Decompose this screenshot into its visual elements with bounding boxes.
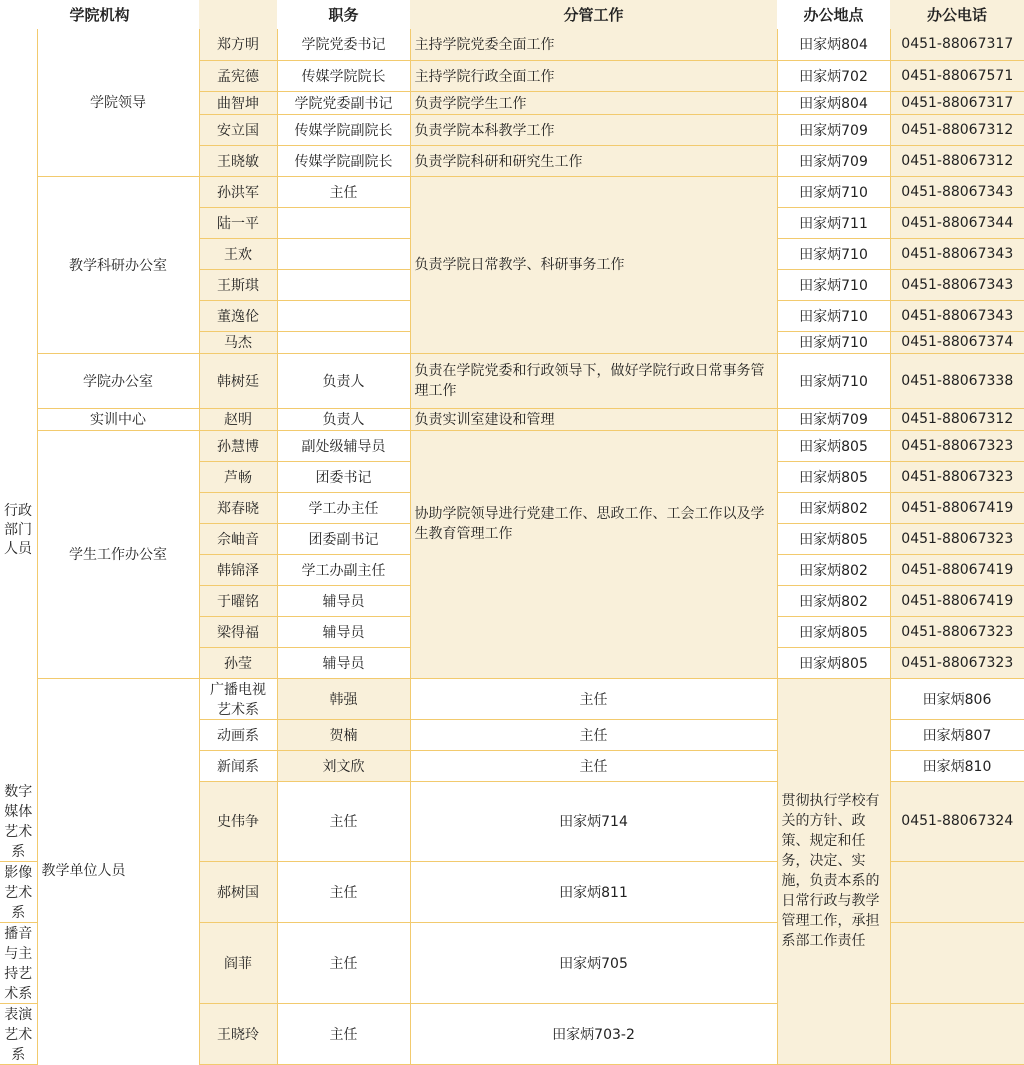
person-location: 田家炳811 [410, 862, 777, 923]
person-name: 王晓玲 [199, 1004, 277, 1065]
org-training: 实训中心 [37, 408, 199, 430]
person-name: 王欢 [199, 238, 277, 269]
person-name: 董逸伦 [199, 300, 277, 331]
person-duty: 负责学院学生工作 [410, 91, 777, 114]
person-name: 郑方明 [199, 29, 277, 60]
person-name: 贺楠 [277, 719, 410, 750]
person-location: 田家炳802 [777, 492, 890, 523]
person-name: 孙莹 [199, 647, 277, 678]
person-position: 主任 [277, 1004, 410, 1065]
person-phone: 0451-88067323 [890, 616, 1024, 647]
person-location: 田家炳710 [777, 176, 890, 207]
table-row [0, 353, 1024, 408]
org-dept-film: 影像艺术系 [0, 862, 37, 923]
person-position [277, 331, 410, 353]
header-name-spacer [199, 0, 277, 29]
person-position: 学工办主任 [277, 492, 410, 523]
person-position: 主任 [277, 781, 410, 862]
person-location: 田家炳714 [410, 781, 777, 862]
org-dept-digital: 数字媒体艺术系 [0, 781, 37, 862]
header-position: 职务 [328, 6, 359, 24]
person-position: 团委副书记 [277, 523, 410, 554]
person-name: 刘文欣 [277, 750, 410, 781]
person-phone [890, 923, 1024, 1004]
table-row [0, 430, 1024, 461]
person-position: 学院党委书记 [277, 29, 410, 60]
person-name: 赵明 [199, 408, 277, 430]
person-phone: 0451-88067343 [890, 300, 1024, 331]
person-position: 主任 [410, 678, 777, 719]
person-position: 主任 [410, 750, 777, 781]
person-name: 孙慧博 [199, 430, 277, 461]
person-name: 马杰 [199, 331, 277, 353]
person-name: 陆一平 [199, 207, 277, 238]
person-location: 田家炳705 [410, 923, 777, 1004]
person-position: 主任 [277, 862, 410, 923]
person-name: 郑春晓 [199, 492, 277, 523]
person-name: 王晓敏 [199, 145, 277, 176]
header-duty: 分管工作 [410, 0, 777, 29]
person-position: 主任 [277, 176, 410, 207]
person-position: 团委书记 [277, 461, 410, 492]
person-name: 于曜铭 [199, 585, 277, 616]
table-row [0, 176, 1024, 207]
person-duty: 负责学院本科教学工作 [410, 114, 777, 145]
table-row [0, 29, 1024, 60]
person-location: 田家炳702 [777, 60, 890, 91]
person-location: 田家炳711 [777, 207, 890, 238]
category-teaching: 教学单位人员 [37, 678, 199, 1065]
person-duty: 主持学院党委全面工作 [410, 29, 777, 60]
person-location: 田家炳709 [777, 114, 890, 145]
org-dept-hosting: 播音与主持艺术系 [0, 923, 37, 1004]
person-name: 曲智坤 [199, 91, 277, 114]
person-phone: 0451-88067338 [890, 353, 1024, 408]
person-phone: 0451-88067324 [890, 781, 1024, 862]
person-phone: 0451-88067344 [890, 207, 1024, 238]
person-position: 副处级辅导员 [277, 430, 410, 461]
person-name: 韩锦泽 [199, 554, 277, 585]
org-dept-animation: 动画系 [199, 719, 277, 750]
person-name: 阎菲 [199, 923, 277, 1004]
person-location: 田家炳710 [777, 269, 890, 300]
duty-training: 负责实训室建设和管理 [410, 408, 777, 430]
person-location: 田家炳804 [777, 29, 890, 60]
person-position: 学工办副主任 [277, 554, 410, 585]
person-phone: 0451-88067312 [890, 114, 1024, 145]
person-location: 田家炳804 [777, 91, 890, 114]
header-phone: 办公电话 [890, 0, 1024, 29]
duty-student-office: 协助学院领导进行党建工作、思政工作、工会工作以及学生教育管理工作 [410, 430, 777, 678]
person-phone: 0451-88067419 [890, 492, 1024, 523]
person-duty: 主持学院行政全面工作 [410, 60, 777, 91]
person-location: 田家炳710 [777, 238, 890, 269]
person-position: 传媒学院副院长 [277, 145, 410, 176]
person-location: 田家炳806 [890, 678, 1024, 719]
org-leadership: 学院领导 [37, 29, 199, 176]
person-position: 学院党委副书记 [277, 91, 410, 114]
table-row [0, 408, 1024, 430]
table-row [0, 678, 1024, 719]
category-admin: 行政部门人员 [0, 29, 37, 781]
person-position: 辅导员 [277, 647, 410, 678]
person-position: 负责人 [277, 353, 410, 408]
org-college-office: 学院办公室 [37, 353, 199, 408]
person-location: 田家炳802 [777, 585, 890, 616]
person-phone: 0451-88067343 [890, 176, 1024, 207]
person-location: 田家炳703-2 [410, 1004, 777, 1065]
person-name: 梁得福 [199, 616, 277, 647]
person-phone: 0451-88067323 [890, 430, 1024, 461]
person-position: 传媒学院副院长 [277, 114, 410, 145]
header-row [0, 0, 1024, 29]
person-phone: 0451-88067323 [890, 647, 1024, 678]
org-dept-broadcast: 广播电视艺术系 [199, 678, 277, 719]
person-phone [890, 862, 1024, 923]
person-phone: 0451-88067323 [890, 523, 1024, 554]
duty-departments: 贯彻执行学校有关的方针、政策、规定和任务，决定、实施，负责本系的日常行政与教学管理工作，承担系部工作责任 [777, 678, 890, 1065]
person-phone: 0451-88067312 [890, 408, 1024, 430]
person-phone: 0451-88067419 [890, 554, 1024, 585]
person-location: 田家炳710 [777, 353, 890, 408]
person-name: 王斯琪 [199, 269, 277, 300]
person-name: 郝树国 [199, 862, 277, 923]
person-location: 田家炳709 [777, 145, 890, 176]
person-position [277, 207, 410, 238]
person-phone: 0451-88067343 [890, 238, 1024, 269]
person-name: 安立国 [199, 114, 277, 145]
person-location: 田家炳710 [777, 300, 890, 331]
person-name: 史伟争 [199, 781, 277, 862]
person-position [277, 300, 410, 331]
person-duty: 负责学院科研和研究生工作 [410, 145, 777, 176]
person-name: 芦畅 [199, 461, 277, 492]
person-phone: 0451-88067312 [890, 145, 1024, 176]
person-location: 田家炳802 [777, 554, 890, 585]
person-position: 主任 [277, 923, 410, 1004]
person-phone: 0451-88067571 [890, 60, 1024, 91]
person-phone: 0451-88067317 [890, 91, 1024, 114]
person-name: 韩强 [277, 678, 410, 719]
person-position: 传媒学院院长 [277, 60, 410, 91]
header-org: 学院机构 [69, 6, 130, 24]
person-name: 孟宪德 [199, 60, 277, 91]
person-location: 田家炳709 [777, 408, 890, 430]
person-phone [890, 1004, 1024, 1065]
person-name: 孙洪军 [199, 176, 277, 207]
person-location: 田家炳810 [890, 750, 1024, 781]
person-location: 田家炳710 [777, 331, 890, 353]
person-location: 田家炳807 [890, 719, 1024, 750]
person-phone: 0451-88067419 [890, 585, 1024, 616]
person-location: 田家炳805 [777, 616, 890, 647]
org-dept-journalism: 新闻系 [199, 750, 277, 781]
person-position [277, 269, 410, 300]
person-phone: 0451-88067317 [890, 29, 1024, 60]
person-position: 主任 [410, 719, 777, 750]
org-dept-performance: 表演艺术系 [0, 1004, 37, 1065]
duty-research-office: 负责学院日常教学、科研事务工作 [410, 176, 777, 353]
org-research-office: 教学科研办公室 [37, 176, 199, 353]
person-position: 负责人 [277, 408, 410, 430]
person-name: 佘岫音 [199, 523, 277, 554]
person-position: 辅导员 [277, 616, 410, 647]
org-student-office: 学生工作办公室 [37, 430, 199, 678]
person-phone: 0451-88067374 [890, 331, 1024, 353]
header-location: 办公地点 [803, 6, 864, 24]
person-location: 田家炳805 [777, 647, 890, 678]
person-position: 辅导员 [277, 585, 410, 616]
person-location: 田家炳805 [777, 430, 890, 461]
duty-college-office: 负责在学院党委和行政领导下，做好学院行政日常事务管理工作 [410, 353, 777, 408]
person-phone: 0451-88067343 [890, 269, 1024, 300]
person-name: 韩树廷 [199, 353, 277, 408]
person-location: 田家炳805 [777, 461, 890, 492]
person-phone: 0451-88067323 [890, 461, 1024, 492]
person-position [277, 238, 410, 269]
person-location: 田家炳805 [777, 523, 890, 554]
